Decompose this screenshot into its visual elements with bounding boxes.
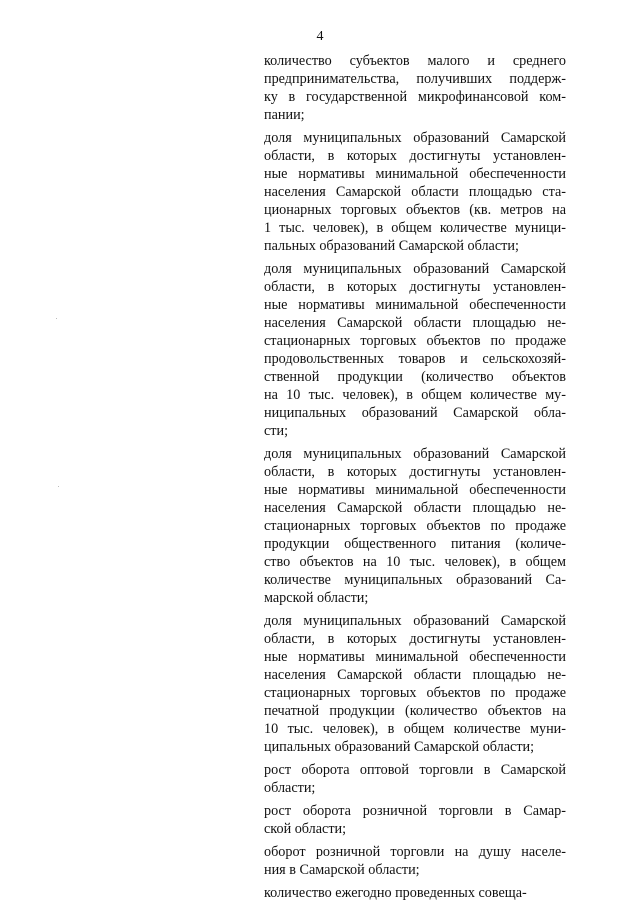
text-line: ципальных образований Самарской области; xyxy=(264,739,535,755)
text-line: области, в которых достигнуты установлен- xyxy=(264,279,566,295)
page-number: 4 xyxy=(316,29,324,44)
text-line: количестве муниципальных образований Са- xyxy=(264,572,566,588)
text-line: оборот розничной торговли на душу населе- xyxy=(264,844,566,860)
text-line: ку в государственной микрофинансовой ком- xyxy=(264,89,566,105)
scan-speck xyxy=(56,318,57,319)
text-line: марской области; xyxy=(264,590,369,606)
paragraph xyxy=(264,260,566,440)
paragraph xyxy=(264,884,566,902)
text-line: доля муниципальных образований Самарской xyxy=(264,130,566,146)
text-line: 1 тыс. человек), в общем количестве муници- xyxy=(264,220,566,236)
text-line: ные нормативы минимальной обеспеченности xyxy=(264,166,566,182)
text-line: области, в которых достигнуты установлен- xyxy=(264,631,566,647)
text-line: 10 тыс. человек), в общем количестве муни- xyxy=(264,721,566,737)
paragraph xyxy=(264,802,566,838)
paragraph xyxy=(264,761,566,797)
text-line: количество ежегодно проведенных совеща- xyxy=(264,885,527,901)
text-line: ственной продукции (количество объектов xyxy=(264,369,566,385)
paragraph xyxy=(264,612,566,756)
paragraph xyxy=(264,52,566,124)
text-line: на 10 тыс. человек), в общем количестве му- xyxy=(264,387,566,403)
text-line: области; xyxy=(264,780,316,796)
text-line: ные нормативы минимальной обеспеченности xyxy=(264,297,566,313)
text-line: ство объектов на 10 тыс. человек), в общем xyxy=(264,554,566,570)
text-line: области, в которых достигнуты установлен- xyxy=(264,148,566,164)
text-line: продукции общественного питания (количе- xyxy=(264,536,566,552)
text-line: пальных образований Самарской области; xyxy=(264,238,519,254)
text-line: пании; xyxy=(264,107,305,123)
text-line: ния в Самарской области; xyxy=(264,862,420,878)
document-body xyxy=(264,52,566,907)
text-line: области, в которых достигнуты установлен- xyxy=(264,464,566,480)
text-line: ской области; xyxy=(264,821,347,837)
text-line: стационарных торговых объектов по продаже xyxy=(264,333,566,349)
scan-speck xyxy=(58,486,59,487)
text-line: доля муниципальных образований Самарской xyxy=(264,446,566,462)
text-line: населения Самарской области площадью не- xyxy=(264,667,566,683)
text-line: количество субъектов малого и среднего xyxy=(264,53,566,69)
text-line: ниципальных образований Самарской обла- xyxy=(264,405,566,421)
paragraph xyxy=(264,129,566,255)
text-line: рост оборота оптовой торговли в Самарской xyxy=(264,762,566,778)
text-line: доля муниципальных образований Самарской xyxy=(264,261,566,277)
text-line: населения Самарской области площадью ста- xyxy=(264,184,566,200)
text-line: ные нормативы минимальной обеспеченности xyxy=(264,649,566,665)
text-line: рост оборота розничной торговли в Самар- xyxy=(264,803,566,819)
text-line: предпринимательства, получивших поддерж- xyxy=(264,71,566,87)
text-line: населения Самарской области площадью не- xyxy=(264,315,566,331)
text-line: стационарных торговых объектов по продаже xyxy=(264,518,566,534)
text-line: печатной продукции (количество объектов на xyxy=(264,703,566,719)
text-line: населения Самарской области площадью не- xyxy=(264,500,566,516)
paragraph xyxy=(264,843,566,879)
text-line: доля муниципальных образований Самарской xyxy=(264,613,566,629)
text-line: продовольственных товаров и сельскохозяй- xyxy=(264,351,566,367)
text-line: стационарных торговых объектов по продаже xyxy=(264,685,566,701)
text-line: ные нормативы минимальной обеспеченности xyxy=(264,482,566,498)
paragraph xyxy=(264,445,566,607)
text-line: ционарных торговых объектов (кв. метров на xyxy=(264,202,566,218)
text-line: сти; xyxy=(264,423,289,439)
